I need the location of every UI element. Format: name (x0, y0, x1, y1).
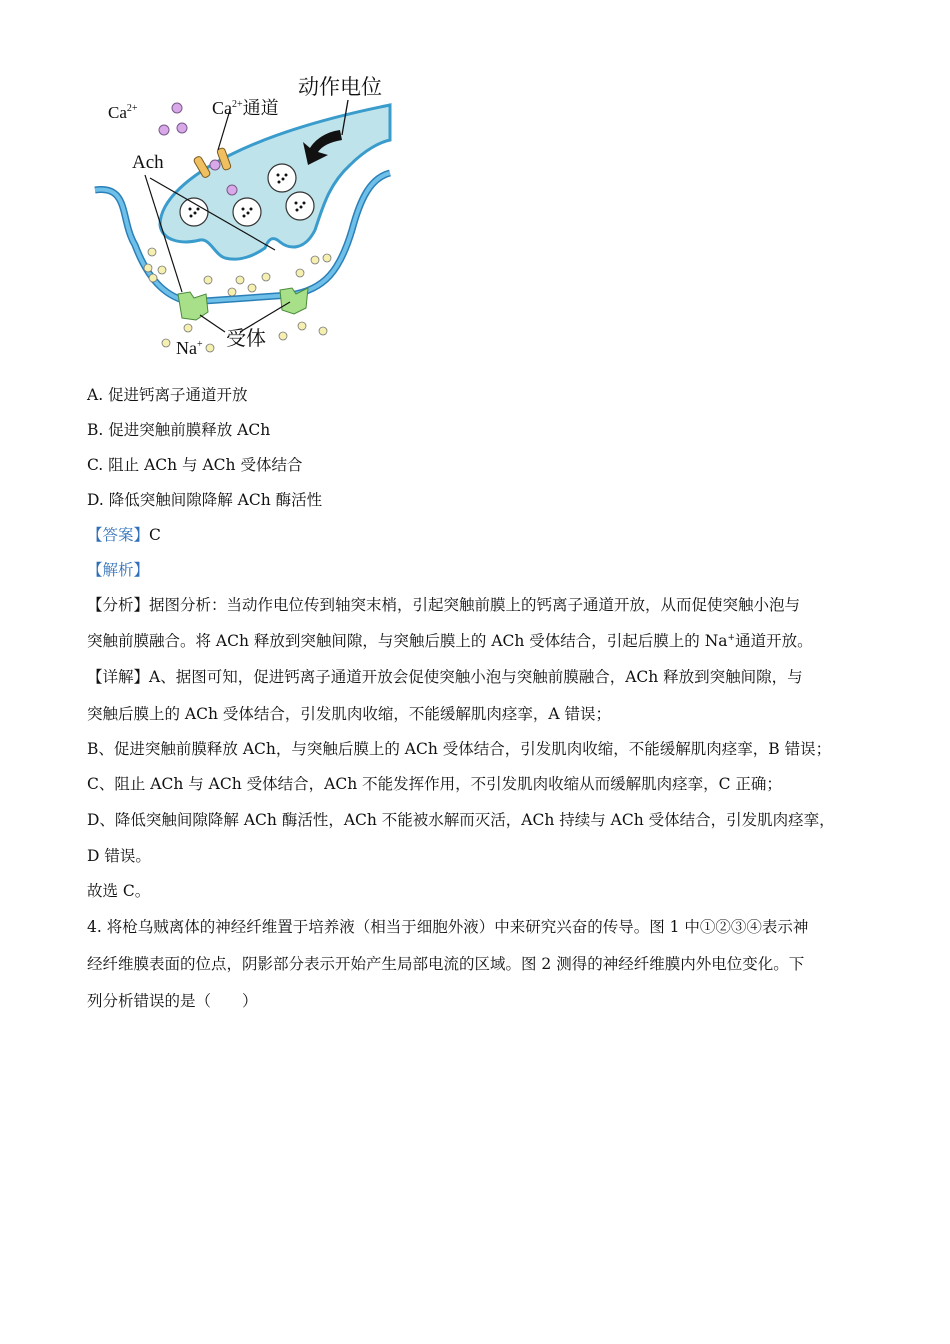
receptors (178, 288, 308, 320)
synapse-diagram (90, 70, 400, 360)
action-potential-label: 动作电位 (298, 75, 382, 99)
answer-label: 【答案】 (87, 526, 150, 544)
detail-line-2: 突触后膜上的 ACh 受体结合，引发肌肉收缩，不能缓解肌肉痉挛，A 错误； (87, 705, 612, 723)
conclusion-line: 故选 C。 (87, 882, 151, 900)
analysis-text: 通道开放。 (735, 632, 813, 650)
superscript: + (727, 633, 736, 643)
ca-channel-label: $Ca^{2+}$通道 (212, 98, 279, 118)
receptor-label: 受体 (226, 328, 266, 350)
detail-label: 【详解】 (87, 668, 150, 686)
detail-line-4: C、阻止 ACh 与 ACh 受体结合，ACh 不能发挥作用，不引发肌肉收缩从而缓解肌肉痉挛，C 正确； (87, 775, 782, 793)
detail-line-6: D 错误。 (87, 847, 151, 865)
analysis-line-1 (87, 595, 800, 615)
question-4-line-1: 4. 将枪乌贼离体的神经纤维置于培养液（相当于细胞外液）中来研究兴奋的传导。图 1 中①②③④表示神 (87, 918, 809, 936)
analysis-heading: 【解析】 (87, 561, 150, 579)
analysis-line-2 (87, 631, 813, 651)
option-a: A. 促进钙离子通道开放 (87, 386, 248, 404)
ca-ion-label: $Ca^{2+}$ (108, 103, 138, 122)
question-4-line-3: 列分析错误的是（ ） (87, 992, 258, 1010)
answer-value: C (149, 526, 161, 544)
detail-line-3: B、促进突触前膜释放 ACh，与突触后膜上的 ACh 受体结合，引发肌肉收缩，不能缓解肌肉痉挛，B 错误； (87, 740, 832, 758)
question-4-line-2: 经纤维膜表面的位点，阴影部分表示开始产生局部电流的区域。图 2 测得的神经纤维膜内外电位变化。下 (87, 955, 805, 973)
detail-line-1 (87, 667, 803, 687)
analysis-label: 【分析】 (87, 596, 150, 614)
na-label: Na+ (176, 338, 203, 358)
ach-label: Ach (132, 152, 164, 173)
answer-line (87, 525, 161, 545)
option-d: D. 降低突触间隙降解 ACh 酶活性 (87, 491, 323, 509)
analysis-text: 突触前膜融合。将 ACh 释放到突触间隙，与突触后膜上的 ACh 受体结合，引起后膜上的 Na (87, 632, 728, 650)
detail-text: A、据图可知，促进钙离子通道开放会促使突触小泡与突触前膜融合，ACh 释放到突触间隙，与 (149, 668, 803, 686)
option-b: B. 促进突触前膜释放 ACh (87, 421, 271, 439)
analysis-text: 据图分析：当动作电位传到轴突末梢，引起突触前膜上的钙离子通道开放，从而促使突触小泡与 (149, 596, 801, 614)
detail-line-5: D、降低突触间隙降解 ACh 酶活性，ACh 不能被水解而灭活，ACh 持续与 ACh 受体结合，引发肌肉痉挛， (87, 811, 835, 829)
option-c: C. 阻止 ACh 与 ACh 受体结合 (87, 456, 303, 474)
